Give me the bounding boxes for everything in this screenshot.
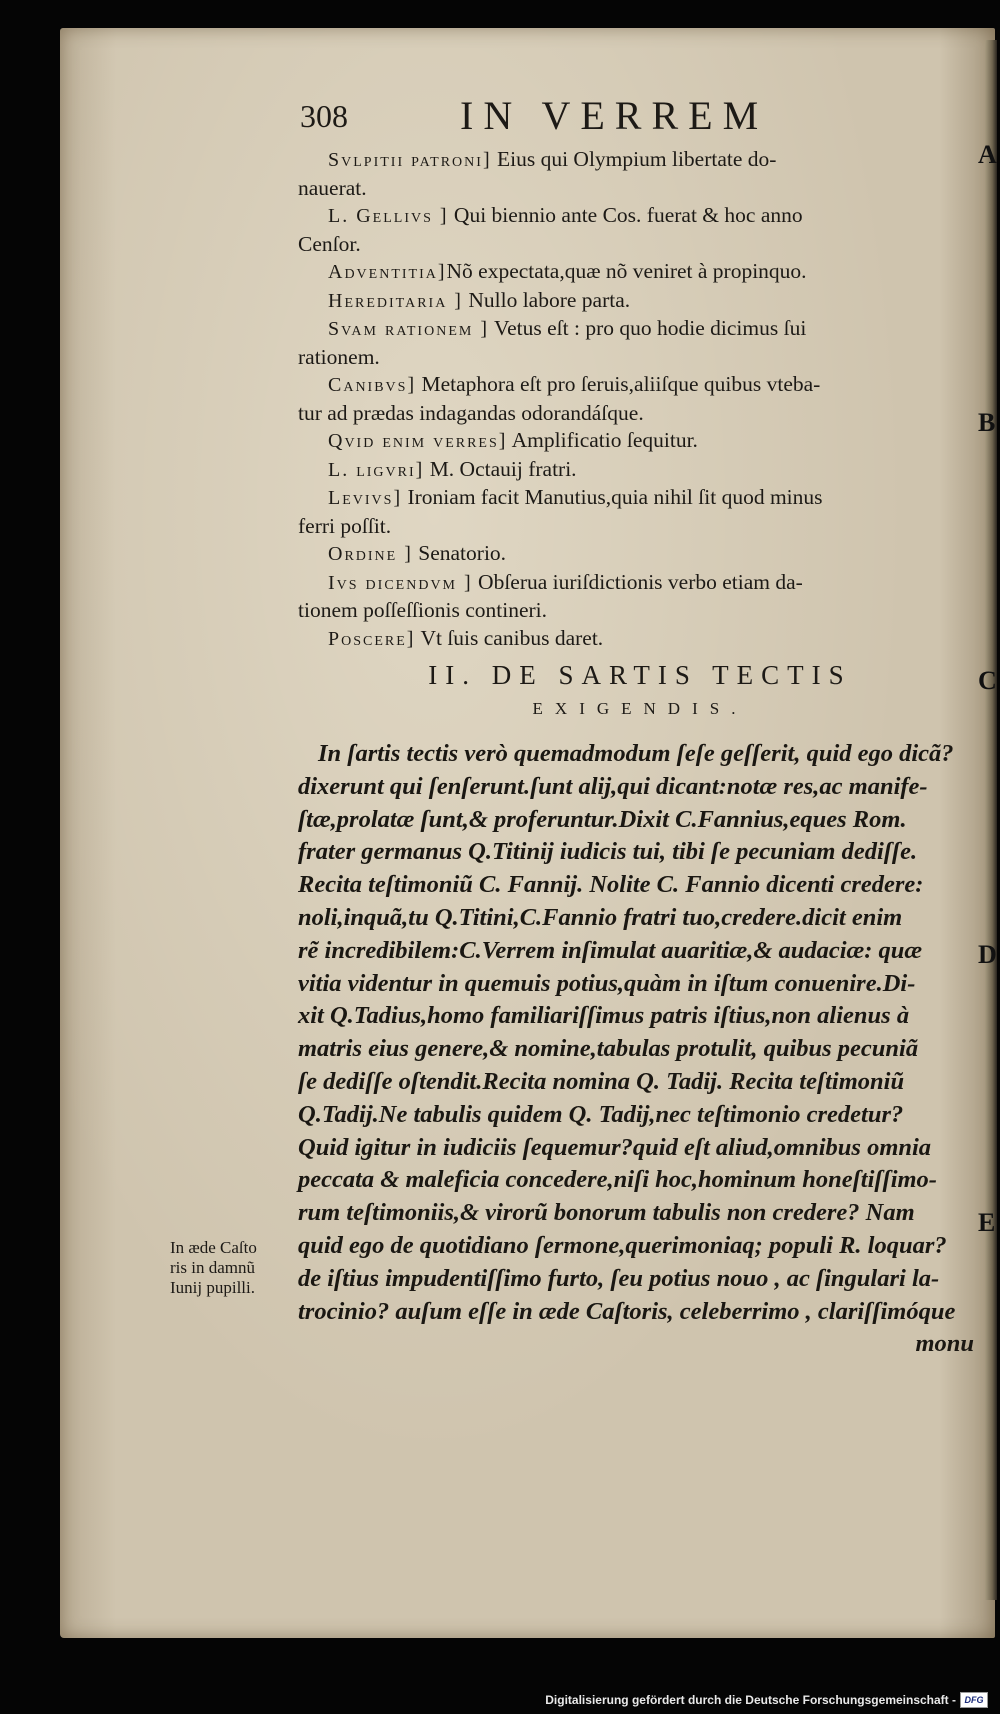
text-line: ſtæ,prolatæ ſunt,& proferuntur.Dixit C.Fannius,eques Rom. (298, 805, 907, 833)
text-line: rẽ incredibilem:C.Verrem inſimulat auaritiæ,& audaciæ: quæ (298, 936, 923, 964)
note-text: Nullo labore parta. (462, 287, 631, 312)
note-continuation: tionem poſſeſſionis contineri. (298, 598, 548, 622)
footer-text: Digitalisierung gefördert durch die Deutsche Forschungsgemeinschaft - (545, 1693, 956, 1707)
margin-letter-a: A (978, 140, 997, 169)
margin-letter-c: C (978, 666, 997, 695)
dfg-logo-icon: DFG (960, 1692, 988, 1708)
note-continuation: rationem. (298, 344, 380, 369)
note-continuation: ferri poſſit. (298, 513, 392, 538)
note-lemma: Ivs dicendvm ] (328, 571, 473, 594)
note-text: Obſerua iuriſdictionis verbo etiam da- (472, 569, 803, 594)
text-line: trocinio? auſum eſſe in æde Caſtoris, celeberrimo , clariſſimóque (298, 1297, 956, 1325)
note-lemma: Ordine ] (328, 543, 413, 565)
note-text: Eius qui Olympium libertate do- (491, 147, 777, 171)
note-entry (298, 569, 970, 598)
main-text (298, 738, 974, 1361)
note-text: Vt ſuis canibus daret. (415, 625, 604, 650)
note-text: Amplificatio ſequitur. (507, 428, 698, 452)
text-line: vitia videntur in quemuis potius,quàm in iſtum conuenire.Di- (298, 969, 916, 997)
margin-note-line: In æde Caſto (170, 1238, 257, 1257)
note-lemma: Hereditaria ] (328, 289, 463, 312)
margin-letter-b: B (978, 408, 996, 437)
note-text: Senatorio. (412, 541, 507, 565)
note-continuation: nauerat. (298, 175, 367, 200)
note-entry (298, 202, 970, 231)
note-text: Metaphora eſt pro ſeruis,aliiſque quibus vteba- (416, 372, 821, 396)
margin-letter-e: E (978, 1208, 996, 1237)
note-text: Vetus eſt : pro quo hodie dicimus ſui (488, 316, 807, 340)
margin-letter-d: D (978, 940, 997, 969)
note-lemma: L. Gellivs ] (328, 205, 449, 227)
note-entry (298, 427, 970, 456)
text-line: Recita teſtimoniũ C. Fannij. Nolite C. Fannio dicenti credere: (298, 871, 924, 899)
section-title: II. DE SARTIS TECTIS (428, 660, 852, 690)
section-heading (300, 660, 980, 719)
text-line: peccata & maleficia concedere,niſi hoc,hominum honeſtiſſimo- (298, 1166, 937, 1194)
note-entry (298, 456, 970, 485)
note-lemma: Canibvs] (328, 374, 417, 396)
margin-note-line: Iunij pupilli. (170, 1278, 255, 1297)
note-continuation: Cenſor. (298, 231, 361, 256)
margin-note-line: ris in damnũ (170, 1258, 255, 1277)
text-line: quid ego de quotidiano ſermone,querimoniaq; populi R. loquar? (298, 1231, 947, 1259)
page-number: 308 (300, 98, 348, 134)
note-text: M. Octauij fratri. (424, 456, 577, 481)
text-line: ſe dediſſe oſtendit.Recita nomina Q. Tadij. Recita teſtimoniũ (298, 1067, 905, 1095)
note-entry (298, 146, 970, 175)
text-line: matris eius genere,& nomine,tabulas protulit, quibus pecuniã (298, 1035, 919, 1063)
text-line: In ſartis tectis verò quemadmodum ſeſe geſſerit, quid ego dicã? (318, 740, 954, 767)
text-line: Q.Tadij.Ne tabulis quidem Q. Tadij,nec teſtimonio credetur? (298, 1100, 904, 1128)
note-entry (298, 287, 970, 316)
note-entry (298, 484, 970, 513)
text-line: noli,inquã,tu Q.Titini,C.Fannio fratri tuo,credere.dicit enim (298, 903, 903, 931)
note-entry (298, 625, 970, 654)
note-lemma: Svam rationem ] (328, 318, 489, 340)
text-line: frater germanus Q.Titinij iudicis tui, tibi ſe pecuniam dediſſe. (298, 838, 918, 866)
note-entry (298, 315, 970, 344)
note-entry (298, 258, 970, 287)
note-lemma: Poscere] (328, 627, 416, 650)
text-line: dixerunt qui ſenſerunt.ſunt alij,qui dicant:notæ res,ac manife- (298, 772, 928, 800)
margin-note (170, 1238, 300, 1298)
note-lemma: Qvid enim verres] (328, 430, 508, 452)
note-entry (298, 371, 970, 400)
note-lemma: Adventitia] (328, 261, 447, 283)
commentary-notes (298, 146, 970, 653)
footer-credit (545, 1692, 988, 1708)
note-lemma: Levivs] (328, 487, 403, 509)
note-text: Qui biennio ante Cos. fuerat & hoc anno (448, 203, 803, 227)
text-line: Quid igitur in iudiciis ſequemur?quid eſt aliud,omnibus omnia (298, 1133, 932, 1161)
note-text: Nõ expectata,quæ nõ veniret à propinquo. (446, 259, 807, 283)
text-line: de iſtius impudentiſſimo furto, ſeu potius nouo , ac ſingulari la- (298, 1264, 940, 1292)
running-title: IN VERREM (460, 93, 769, 138)
text-line: rum teſtimoniis,& virorũ bonorum tabulis non credere? Nam (298, 1199, 915, 1227)
note-lemma: Svlpitii patroni] (328, 149, 492, 171)
catchword: monu (915, 1330, 974, 1358)
note-continuation: tur ad prædas indagandas odorandáſque. (298, 400, 644, 425)
section-subtitle: EXIGENDIS. (532, 699, 748, 718)
page-header (300, 92, 820, 142)
note-entry (298, 540, 970, 569)
note-text: Ironiam facit Manutius,quia nihil ſit quod minus (402, 485, 823, 509)
text-line: xit Q.Tadius,homo familiariſſimus patris iſtius,non alienus à (298, 1002, 910, 1030)
note-lemma: L. ligvri] (328, 458, 425, 481)
page-edge (985, 40, 997, 1600)
